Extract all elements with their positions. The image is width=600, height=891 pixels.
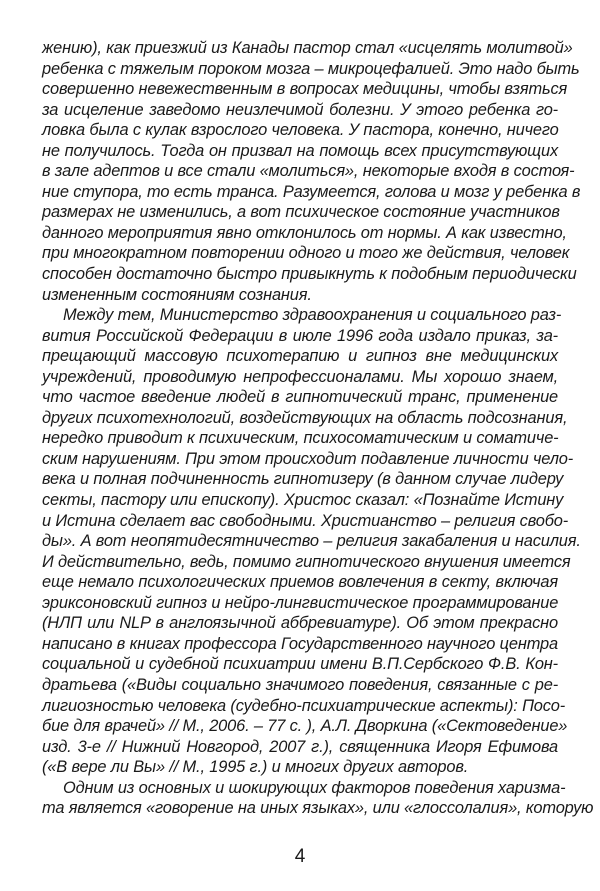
text-line: ние ступора, то есть транса. Разумеется, голова и мозг у ребенка в [42, 182, 581, 201]
text-line: еще немало психологических приемов вовлечения в секту, включая [42, 573, 558, 592]
text-line: что частое введение людей в гипнотический транс, применение [42, 388, 558, 407]
text-line: (НЛП или NLP в англоязычной аббревиатуре). Об этом прекрасно [42, 614, 558, 633]
text-line: за исцеление заведомо неизлечимой болезни. У этого ребенка го- [42, 100, 558, 119]
paragraph-3 [42, 778, 594, 819]
text-line: та является «говорение на иных языках», или «глоссолалия», которую [42, 799, 594, 818]
text-line: не получилось. Тогда он призвал на помощь всех присутствующих [42, 141, 558, 160]
text-line: лигиозностью человека (судебно-психиатрические аспекты): Посо- [42, 696, 566, 715]
text-line: и Истина сделает вас свободными. Христианство – религия свобо- [42, 511, 569, 530]
text-line: измененным состояниям сознания. [42, 285, 312, 304]
paragraph-1 [42, 38, 581, 305]
text-line: при многократном повторении одного и того же действия, человек [42, 244, 570, 263]
text-line: века и полная подчиненность гипнотизеру (в данном случае лидеру [42, 470, 564, 489]
text-line: в зале адептов и все стали «молиться», некоторые входя в состоя- [42, 162, 575, 181]
text-line: размерах не изменились, а вот психическое состояние участников [42, 203, 560, 222]
text-line: бие для врачей» // М., 2006. – 77 с. ), А.Л. Дворкина («Сектоведение» [42, 717, 568, 736]
text-line: совершенно невежественным в вопросах медицины, чтобы взяться [42, 80, 568, 99]
text-line: эриксоновский гипноз и нейро-лингвистическое программирование [42, 593, 559, 612]
text-line: Одним из основных и шокирующих факторов поведения харизма- [63, 778, 566, 797]
text-line: социальной и судебной психиатрии имени В.П.Сербского Ф.В. Кон- [42, 655, 558, 674]
text-line: («В вере ли Вы» // М., 1995 г.) и многих других авторов. [42, 758, 469, 777]
text-line: ским нарушениям. При этом происходит подавление личности чело- [42, 449, 574, 468]
text-line: секты, пастору или епископу). Христос сказал: «Познайте Истину [42, 491, 564, 510]
text-line: других психотехнологий, воздействующих на область подсознания, [42, 408, 568, 427]
text-line: ребенка с тяжелым пороком мозга – микроцефалией. Это надо быть [42, 59, 580, 78]
body-text [42, 38, 594, 819]
text-line: Между тем, Министерство здравоохранения и социального раз- [63, 306, 562, 325]
text-line: ловка была с кулак взрослого человека. У пастора, конечно, ничего [42, 121, 559, 140]
text-line: ды». А вот неопятидесятничество – религия закабаления и насилия. [42, 532, 581, 551]
text-line: жению), как приезжий из Канады пастор стал «исцелять молитвой» [42, 39, 573, 57]
text-line: нередко приводит к психическим, психосоматическим и соматиче- [42, 429, 559, 448]
text-line: прещающий массовую психотерапию и гипноз вне медицинских [42, 347, 558, 366]
paragraph-2 [42, 305, 581, 778]
text-line: данного мероприятия явно отклонилось от нормы. А как известно, [42, 223, 567, 242]
text-line: написано в книгах профессора Государственного научного центра [42, 634, 558, 653]
text-line: способен достаточно быстро привыкнуть к подобным периодически [42, 265, 577, 284]
text-line: изд. 3-е // Нижний Новгород, 2007 г.), священника Игоря Ефимова [42, 737, 558, 756]
text-line: вития Российской Федерации в июле 1996 года издало приказ, за- [42, 326, 558, 345]
text-line: дратьева («Виды социально значимого поведения, связанные с ре- [42, 675, 558, 694]
text-line: И действительно, ведь, помимо гипнотического внушения имеется [42, 552, 571, 571]
page-number: 4 [294, 846, 306, 867]
text-line: учреждений, проводимую непрофессионалами. Мы хорошо знаем, [42, 367, 558, 386]
